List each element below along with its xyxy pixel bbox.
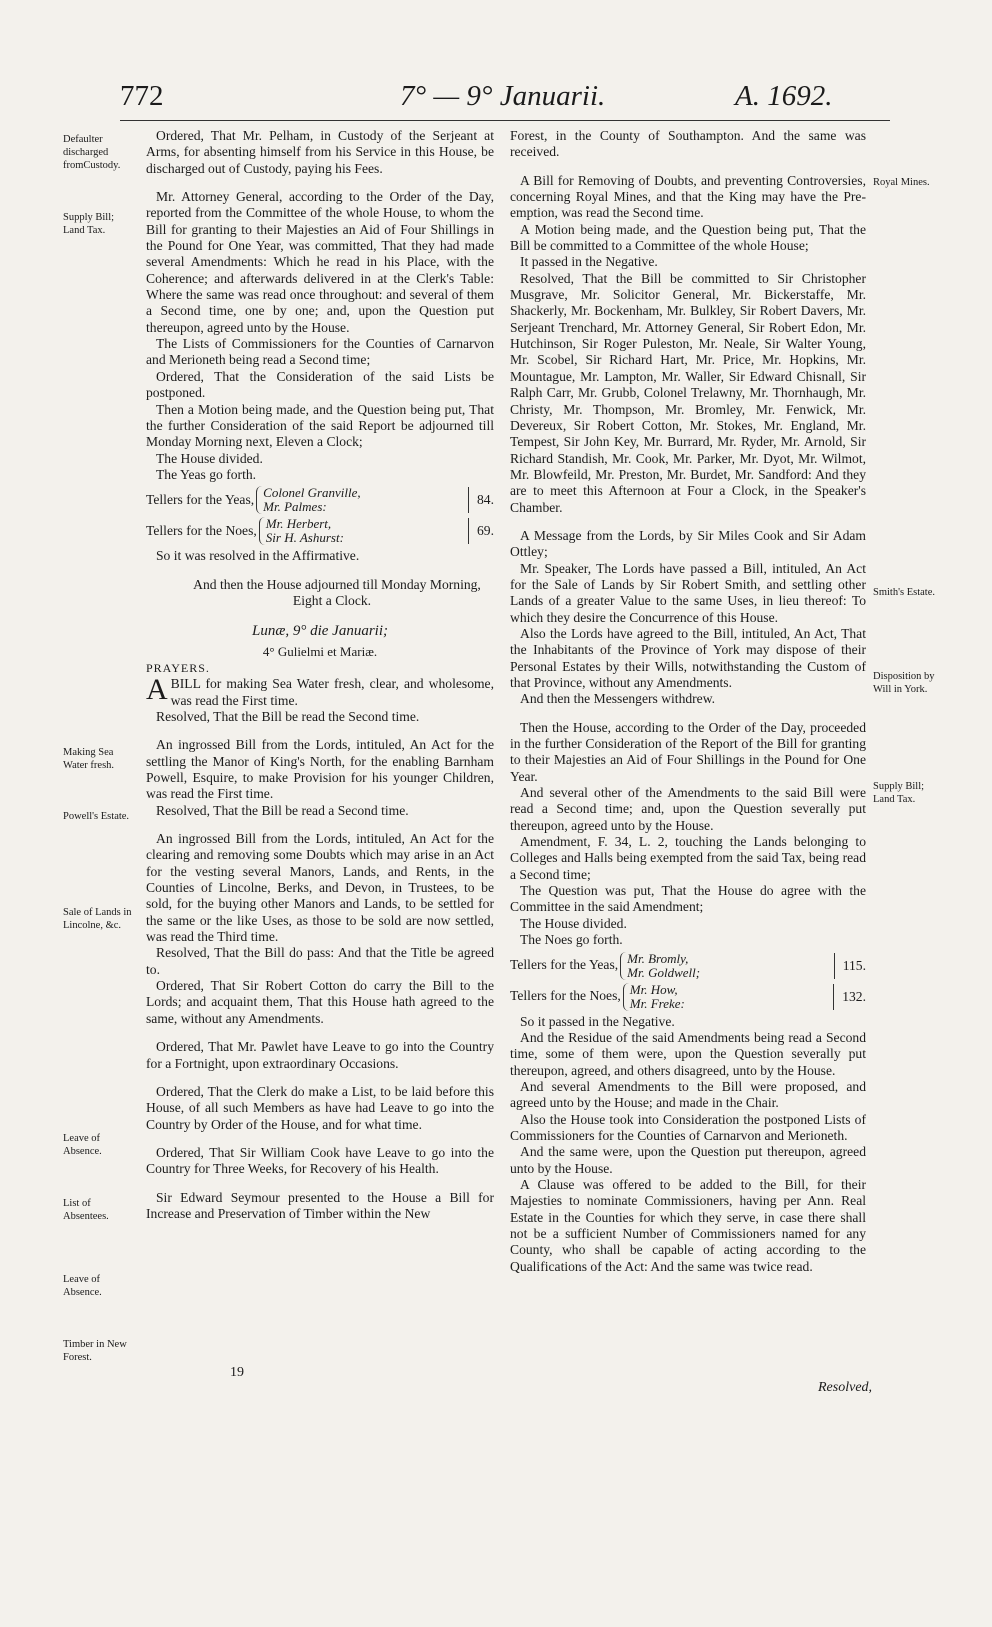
entry: And the Residue of the said Amendments being read a Second time, some of them were, upon the Question severally put thereupon, agreed, and others disagreed, unto by the House. [510, 1029, 866, 1078]
vote-count: 115. [834, 953, 866, 979]
entry: Mr. Attorney General, according to the Order of the Day, reported from the Committee of the whole House, to whom the Bill for granting to their Majesties an Aid of Four Shillings in the Pound for One Year, was committed, That they had made several Amendments: Which he read in his Place, with the Coherence; and afterwards delivered in at the Clerk's Table: Where the same was read once throughout: and several of them a Second time, one by one; and, upon the Question put thereupon, agreed unto by the House. [146, 189, 494, 335]
vote-count: 69. [468, 518, 494, 544]
margin-note: Defaulter discharged fromCustody. [63, 134, 121, 171]
entry: So it was resolved in the Affirmative. [156, 548, 360, 564]
entry: Forest, in the County of Southampton. And the same was received. [510, 128, 866, 160]
entry: So it passed in the Negative. [520, 1013, 675, 1029]
entry: Sir Edward Seymour presented to the House a Bill for Increase and Preservation of Timber within the New [146, 1189, 494, 1221]
teller-name: Colonel Granville, [263, 485, 361, 501]
entry: Ordered, That the Consideration of the said Lists be postponed. [146, 368, 494, 401]
left-column [146, 128, 494, 1222]
tellers-label: Tellers for the Noes, [510, 988, 621, 1004]
entry: The Lists of Commissioners for the Counties of Carnarvon and Merioneth being read a Second time; [146, 336, 494, 368]
entry: Also the Lords have agreed to the Bill, intituled, An Act, That the Inhabitants of the Province of York may dispose of their Personal Estates by their Wills, notwithstanding the Custom of that Province, without any Amendments. [510, 625, 866, 690]
entry: Resolved, That the Bill be committed to Sir Christopher Musgrave, Mr. Solicitor General, Mr. Bickerstaffe, Mr. Shackerly, Mr. Bockenham, Mr. Bulkley, Sir Robert Davers, Mr. Serjeant Trenchard, Mr. Attorney General, Sir Robert Edon, Mr. Hutchinson, Sir Roger Puleston, Mr. Neale, Sir Walter Young, Mr. Scobel, Sir Richard Hart, Mr. Price, Mr. Hopkins, Mr. Mountague, Mr. Lampton, Mr. Waller, Sir Edward Chisnall, Sir Ralph Carr, Mr. Grubb, Colonel Trelawny, Mr. Thornhaugh, Mr. Christy, Mr. Thompson, Mr. Bromley, Mr. Fenwick, Mr. Devereux, Sir Robert Cotton, Mr. Stokes, Mr. England, Mr. Tempest, Sir John Key, Mr. Burrard, Mr. Ryder, Mr. Arnold, Sir Richard Standish, Mr. Cook, Mr. Parker, Mr. Dyot, Mr. Wilmot, Mr. Blowfeild, Mr. Preston, Mr. Burdet, Mr. Sandford: And they are to meet this Afternoon at Four a Clock, in the Speaker's Chamber. [510, 270, 866, 515]
teller-names [620, 952, 700, 980]
entry: The House divided. [520, 915, 627, 931]
catchword: Resolved, [818, 1380, 873, 1395]
teller-name: Mr. Goldwell; [627, 964, 701, 980]
entry: It passed in the Negative. [520, 254, 658, 270]
margin-note: Leave of Absence. [63, 1133, 102, 1157]
entry: Then a Motion being made, and the Question being put, That the further Consideration of the said Report be adjourned till Monday Morning next, Eleven a Clock; [146, 401, 494, 450]
teller-name: Mr. Bromly, [627, 950, 689, 966]
teller-name: Mr. How, [629, 981, 678, 997]
entry: Then the House, according to the Order of the Day, proceeded in the further Consideration of the Report of the Bill for granting to their Majesties an Aid of Four Shillings in the Pound for One Year. [510, 719, 866, 784]
margin-note: Powell's Estate. [63, 811, 130, 822]
entry: Resolved, That the Bill be read a Second time. [156, 802, 409, 818]
entry: Ordered, That the Clerk do make a List, to be laid before this House, of all such Members as have had Leave to go into the Country by Order of the House, and for what time. [146, 1083, 494, 1132]
tellers-yeas [146, 486, 494, 514]
margin-note: Royal Mines. [873, 177, 930, 188]
vote-count: 132. [833, 984, 866, 1010]
teller-name: Mr. Herbert, [265, 516, 332, 532]
entry: And several Amendments to the Bill were proposed, and agreed unto by the House; and made in the Chair. [510, 1078, 866, 1111]
entry: BILL for making Sea Water fresh, clear, and wholesome, was read the First time. [170, 676, 494, 708]
adjournment: And then the House adjourned till Monday Morning, Eight a Clock. [193, 576, 481, 608]
entry: Ordered, That Mr. Pelham, in Custody of the Serjeant at Arms, for absenting himself from his Service in this House, be discharged out of Custody, paying his Fees. [146, 128, 494, 176]
entry: Mr. Speaker, The Lords have passed a Bill, intituled, An Act for the Sale of Lands by Sir Robert Smith, and settling other Lands of a greater Value to the same Uses, in lieu thereof: To which they desire the Concurrence of this House. [510, 560, 866, 625]
margin-note: Timber in New Forest. [63, 1339, 127, 1363]
tellers-label: Tellers for the Yeas, [146, 492, 255, 508]
regnal-year: 4° Gulielmi et Mariæ. [262, 643, 378, 659]
margin-note: Supply Bill; Land Tax. [63, 212, 115, 236]
teller-name: Mr. Freke: [629, 995, 685, 1011]
page-year: A. 1692. [735, 80, 833, 112]
page-number: 772 [120, 80, 164, 112]
teller-name: Mr. Palmes: [263, 499, 327, 515]
page-dates: 7° — 9° Januarii. [400, 80, 606, 112]
entry: The Yeas go forth. [156, 466, 257, 482]
entry: A Message from the Lords, by Sir Miles Cook and Sir Adam Ottley; [510, 527, 866, 560]
margin-note: Disposition by Will in York. [873, 671, 935, 695]
drop-cap: A [146, 673, 168, 707]
entry: The Question was put, That the House do agree with the Committee in the said Amendment; [510, 883, 866, 915]
teller-names [256, 486, 361, 514]
teller-names [623, 983, 685, 1011]
day-heading: Lunæ, 9° die Januarii; [252, 623, 388, 640]
margin-note: Smith's Estate. [873, 587, 935, 598]
entry: An ingrossed Bill from the Lords, intituled, An Act for the settling the Manor of King's North, for the enabling Barnham Powell, Esquire, to make Provision for his younger Children, was read the First time. [146, 737, 494, 802]
entry: Also the House took into Consideration the postponed Lists of Commissioners for the Counties of Carnarvon and Merioneth. [510, 1111, 866, 1143]
entry: Amendment, F. 34, L. 2, touching the Lands belonging to Colleges and Halls being exempted from the said Tax, being read a Second time; [510, 834, 866, 882]
entry: The Noes go forth. [520, 932, 623, 948]
entry: And several other of the Amendments to the said Bill were read a Second time; and, upon the Question severally put thereupon, agreed unto by the House. [510, 785, 866, 833]
tellers-label: Tellers for the Yeas, [510, 957, 619, 973]
margin-note: Sale of Lands in Lincolne, &c. [63, 907, 132, 931]
teller-names [259, 517, 344, 545]
margin-note: Making Sea Water fresh. [63, 747, 115, 771]
entry: Resolved, That the Bill do pass: And that the Title be agreed to. [146, 945, 494, 977]
margin-note: List of Absentees. [63, 1198, 109, 1222]
entry: A Clause was offered to be added to the Bill, for their Majesties to nominate Commissioners, having per Ann. Real Estate in the Counties for which they serve, in case there shall not be a sufficient Number of Commissioners named for any County, who shall be capable of acting according to the Qualifications of the Act: And the same was twice read. [510, 1176, 866, 1274]
signature-mark: 19 [230, 1365, 244, 1380]
tellers-noes [146, 517, 494, 545]
tellers-noes [510, 983, 866, 1011]
entry: An ingrossed Bill from the Lords, intituled, An Act for the clearing and removing some Doubts which may arise in an Act for the vesting several Manors, Lands, and Rents, in the Counties of Lincolne, Berks, and Devon, in Trustees, to be sold, for the buying other Manors and Lands, to be settled for the same or the like Uses, as those to be sold are now settled, was read the Third time. [146, 831, 494, 945]
entry: A Bill for Removing of Doubts, and preventing Controversies, concerning Royal Mines, and that the King may have the Pre-emption, was read the Second time. [510, 172, 866, 221]
entry: The House divided. [156, 450, 263, 466]
tellers-yeas [510, 952, 866, 980]
entry: Ordered, That Sir William Cook have Leave to go into the Country for Three Weeks, for Recovery of his Health. [146, 1144, 494, 1177]
vote-count: 84. [468, 487, 494, 513]
entry: Ordered, That Mr. Pawlet have Leave to go into the Country for a Fortnight, upon extraordinary Occasions. [146, 1039, 494, 1071]
prayers-heading: PRAYERS. [146, 660, 210, 675]
entry: Resolved, That the Bill be read the Second time. [156, 708, 420, 724]
entry: A Motion being made, and the Question being put, That the Bill be committed to a Committee of the whole House; [510, 221, 866, 254]
entry: And the same were, upon the Question put thereupon, agreed unto by the House. [510, 1144, 866, 1176]
entry-with-drop-cap [146, 673, 494, 709]
teller-name: Sir H. Ashurst: [265, 530, 344, 546]
entry: And then the Messengers withdrew. [520, 691, 716, 707]
margin-note: Supply Bill; Land Tax. [873, 781, 925, 805]
entry: Ordered, That Sir Robert Cotton do carry the Bill to the Lords; and acquaint them, That this House hath agreed to the same, without any Amendments. [146, 978, 494, 1026]
header-rule [120, 120, 890, 121]
margin-note: Leave of Absence. [63, 1274, 102, 1298]
right-column [510, 128, 866, 1275]
tellers-label: Tellers for the Noes, [146, 523, 257, 539]
